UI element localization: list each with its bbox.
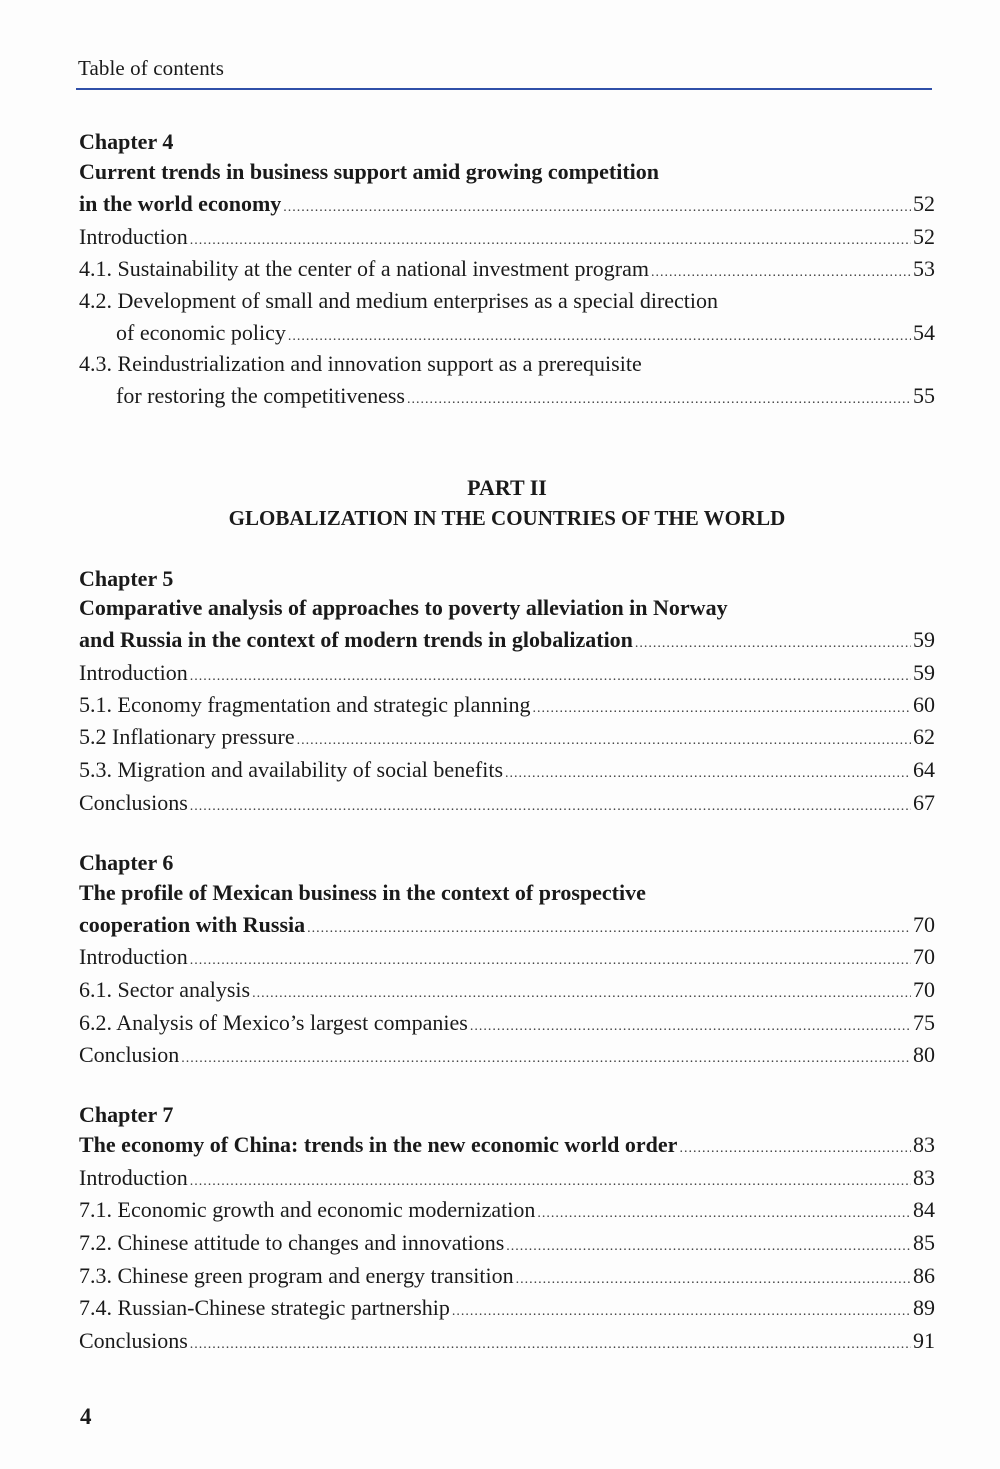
page-ref: 52 xyxy=(913,191,935,216)
chapter-6-title: The profile of Mexican business in the context of prospective xyxy=(79,880,646,905)
toc-entry[interactable]: 4.1. Sustainability at the center of a national investment program ..... 53 xyxy=(79,253,935,285)
page-ref: 67 xyxy=(913,790,935,815)
chapter-6-title-entry[interactable]: cooperation with Russia ..... 70 xyxy=(79,909,935,941)
page-ref: 75 xyxy=(913,1010,935,1035)
page-ref: 52 xyxy=(913,224,935,249)
page-ref: 91 xyxy=(913,1328,935,1353)
page-number: 4 xyxy=(80,1404,92,1429)
toc-entry-line[interactable]: 4.3. Reindustrialization and innovation support as a prerequisite xyxy=(79,351,642,376)
page-ref: 64 xyxy=(913,757,935,782)
toc-entry[interactable]: Introduction ..... 59 xyxy=(79,657,935,689)
toc-entry[interactable]: 5.2 Inflationary pressure ..... 62 xyxy=(79,721,935,753)
page-ref: 53 xyxy=(913,256,935,281)
page-ref: 70 xyxy=(913,912,935,937)
chapter-4-title-entry[interactable]: in the world economy ..... 52 xyxy=(79,188,935,220)
toc-entry[interactable]: 5.3. Migration and availability of social benefits ..... 64 xyxy=(79,754,935,786)
page-ref: 70 xyxy=(913,944,935,969)
toc-entry[interactable]: Introduction ..... 52 xyxy=(79,221,935,253)
chapter-7-title-entry[interactable]: The economy of China: trends in the new economic world order ..... 83 xyxy=(79,1129,935,1161)
toc-entry[interactable]: 7.2. Chinese attitude to changes and innovations ..... 85 xyxy=(79,1227,935,1259)
page-ref: 62 xyxy=(913,724,935,749)
page-ref: 86 xyxy=(913,1263,935,1288)
toc-entry-line[interactable]: 4.2. Development of small and medium enterprises as a special direction xyxy=(79,288,719,313)
chapter-6-label: Chapter 6 xyxy=(79,850,174,875)
toc-entry[interactable]: Introduction ..... 83 xyxy=(79,1162,935,1194)
chapter-5-title-entry[interactable]: and Russia in the context of modern trends in globalization ..... 59 xyxy=(79,624,935,656)
page-ref: 89 xyxy=(913,1295,935,1320)
page-ref: 55 xyxy=(913,383,935,408)
page-ref: 83 xyxy=(913,1132,935,1157)
page-ref: 60 xyxy=(913,692,935,717)
chapter-4-label: Chapter 4 xyxy=(79,129,174,154)
toc-entry[interactable]: Conclusion ..... 80 xyxy=(79,1039,935,1071)
chapter-5-title: Comparative analysis of approaches to poverty alleviation in Norway xyxy=(79,595,728,620)
part-title: GLOBALIZATION IN THE COUNTRIES OF THE WORLD xyxy=(228,506,786,530)
toc-entry[interactable]: 7.4. Russian-Chinese strategic partnership ..... 89 xyxy=(79,1292,935,1324)
page-ref: 54 xyxy=(913,320,935,345)
toc-entry[interactable]: 6.1. Sector analysis ..... 70 xyxy=(79,974,935,1006)
toc-entry[interactable]: 5.1. Economy fragmentation and strategic planning ..... 60 xyxy=(79,689,935,721)
toc-entry[interactable]: Conclusions ..... 91 xyxy=(79,1325,935,1357)
toc-entry[interactable]: 6.2. Analysis of Mexico’s largest companies ..... 75 xyxy=(79,1007,935,1039)
chapter-7-label: Chapter 7 xyxy=(79,1102,174,1127)
page-ref: 80 xyxy=(913,1042,935,1067)
chapter-4-title: Current trends in business support amid growing competition xyxy=(79,159,660,184)
page-ref: 83 xyxy=(913,1165,935,1190)
page-ref: 85 xyxy=(913,1230,935,1255)
toc-entry[interactable]: Introduction ..... 70 xyxy=(79,941,935,973)
toc-entry[interactable]: 7.1. Economic growth and economic modernization ..... 84 xyxy=(79,1194,935,1226)
header-rule xyxy=(76,88,932,90)
part-label: PART II xyxy=(467,475,547,500)
page-ref: 70 xyxy=(913,977,935,1002)
toc-entry[interactable]: of economic policy ..... 54 xyxy=(79,317,935,349)
toc-entry[interactable]: 7.3. Chinese green program and energy transition ..... 86 xyxy=(79,1260,935,1292)
page-ref: 59 xyxy=(913,660,935,685)
toc-entry[interactable]: Conclusions ..... 67 xyxy=(79,787,935,819)
toc-entry[interactable]: for restoring the competitiveness ..... 55 xyxy=(79,380,935,412)
running-head: Table of contents xyxy=(78,56,225,80)
page-ref: 84 xyxy=(913,1197,935,1222)
page-ref: 59 xyxy=(913,627,935,652)
chapter-5-label: Chapter 5 xyxy=(79,566,174,591)
